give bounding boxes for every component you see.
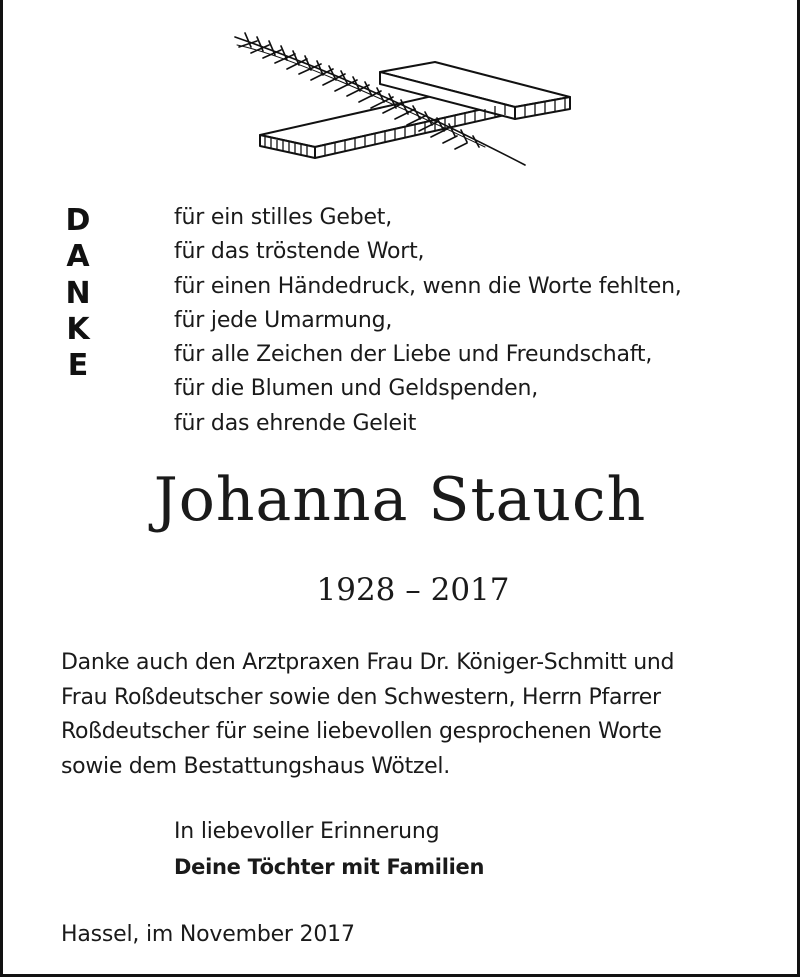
deceased-name: Johanna Stauch [153,465,647,535]
paragraph-line: Frau Roßdeutscher sowie den Schwestern, Herrn Pfarrer [61,684,661,710]
thanks-line: für einen Händedruck, wenn die Worte fehlten, [174,273,682,299]
paragraph-line: Danke auch den Arztpraxen Frau Dr. Königer-Schmitt und [61,650,675,675]
additional-thanks-paragraph [61,646,781,784]
danke-letter: N [65,275,91,311]
thanks-list [174,201,682,441]
thanks-line: für jede Umarmung, [174,307,393,333]
thanks-line: für das ehrende Geleit [174,410,417,436]
danke-letter: D [65,203,91,238]
thanks-line: für das tröstende Wort, [174,239,425,265]
life-years: 1928 – 2017 [316,572,510,608]
danke-letter: A [66,239,90,275]
thanks-line: für alle Zeichen der Liebe und Freundschaft, [174,342,653,368]
cross-with-palm-frond-icon [225,25,585,180]
thanks-line: für die Blumen und Geldspenden, [174,376,539,402]
family-signature: Deine Töchter mit Familien [174,855,485,879]
memory-line: In liebevoller Erinnerung [174,819,440,844]
paragraph-line: sowie dem Bestattungshaus Wötzel. [61,753,450,779]
paragraph-line: Roßdeutscher für seine liebevollen gesprochenen Worte [61,719,662,745]
thanks-line: für ein stilles Gebet, [174,205,393,230]
place-and-date: Hassel, im November 2017 [61,922,355,947]
danke-letter: K [66,311,90,347]
danke-vertical-heading [58,203,98,384]
danke-letter: E [67,348,89,384]
